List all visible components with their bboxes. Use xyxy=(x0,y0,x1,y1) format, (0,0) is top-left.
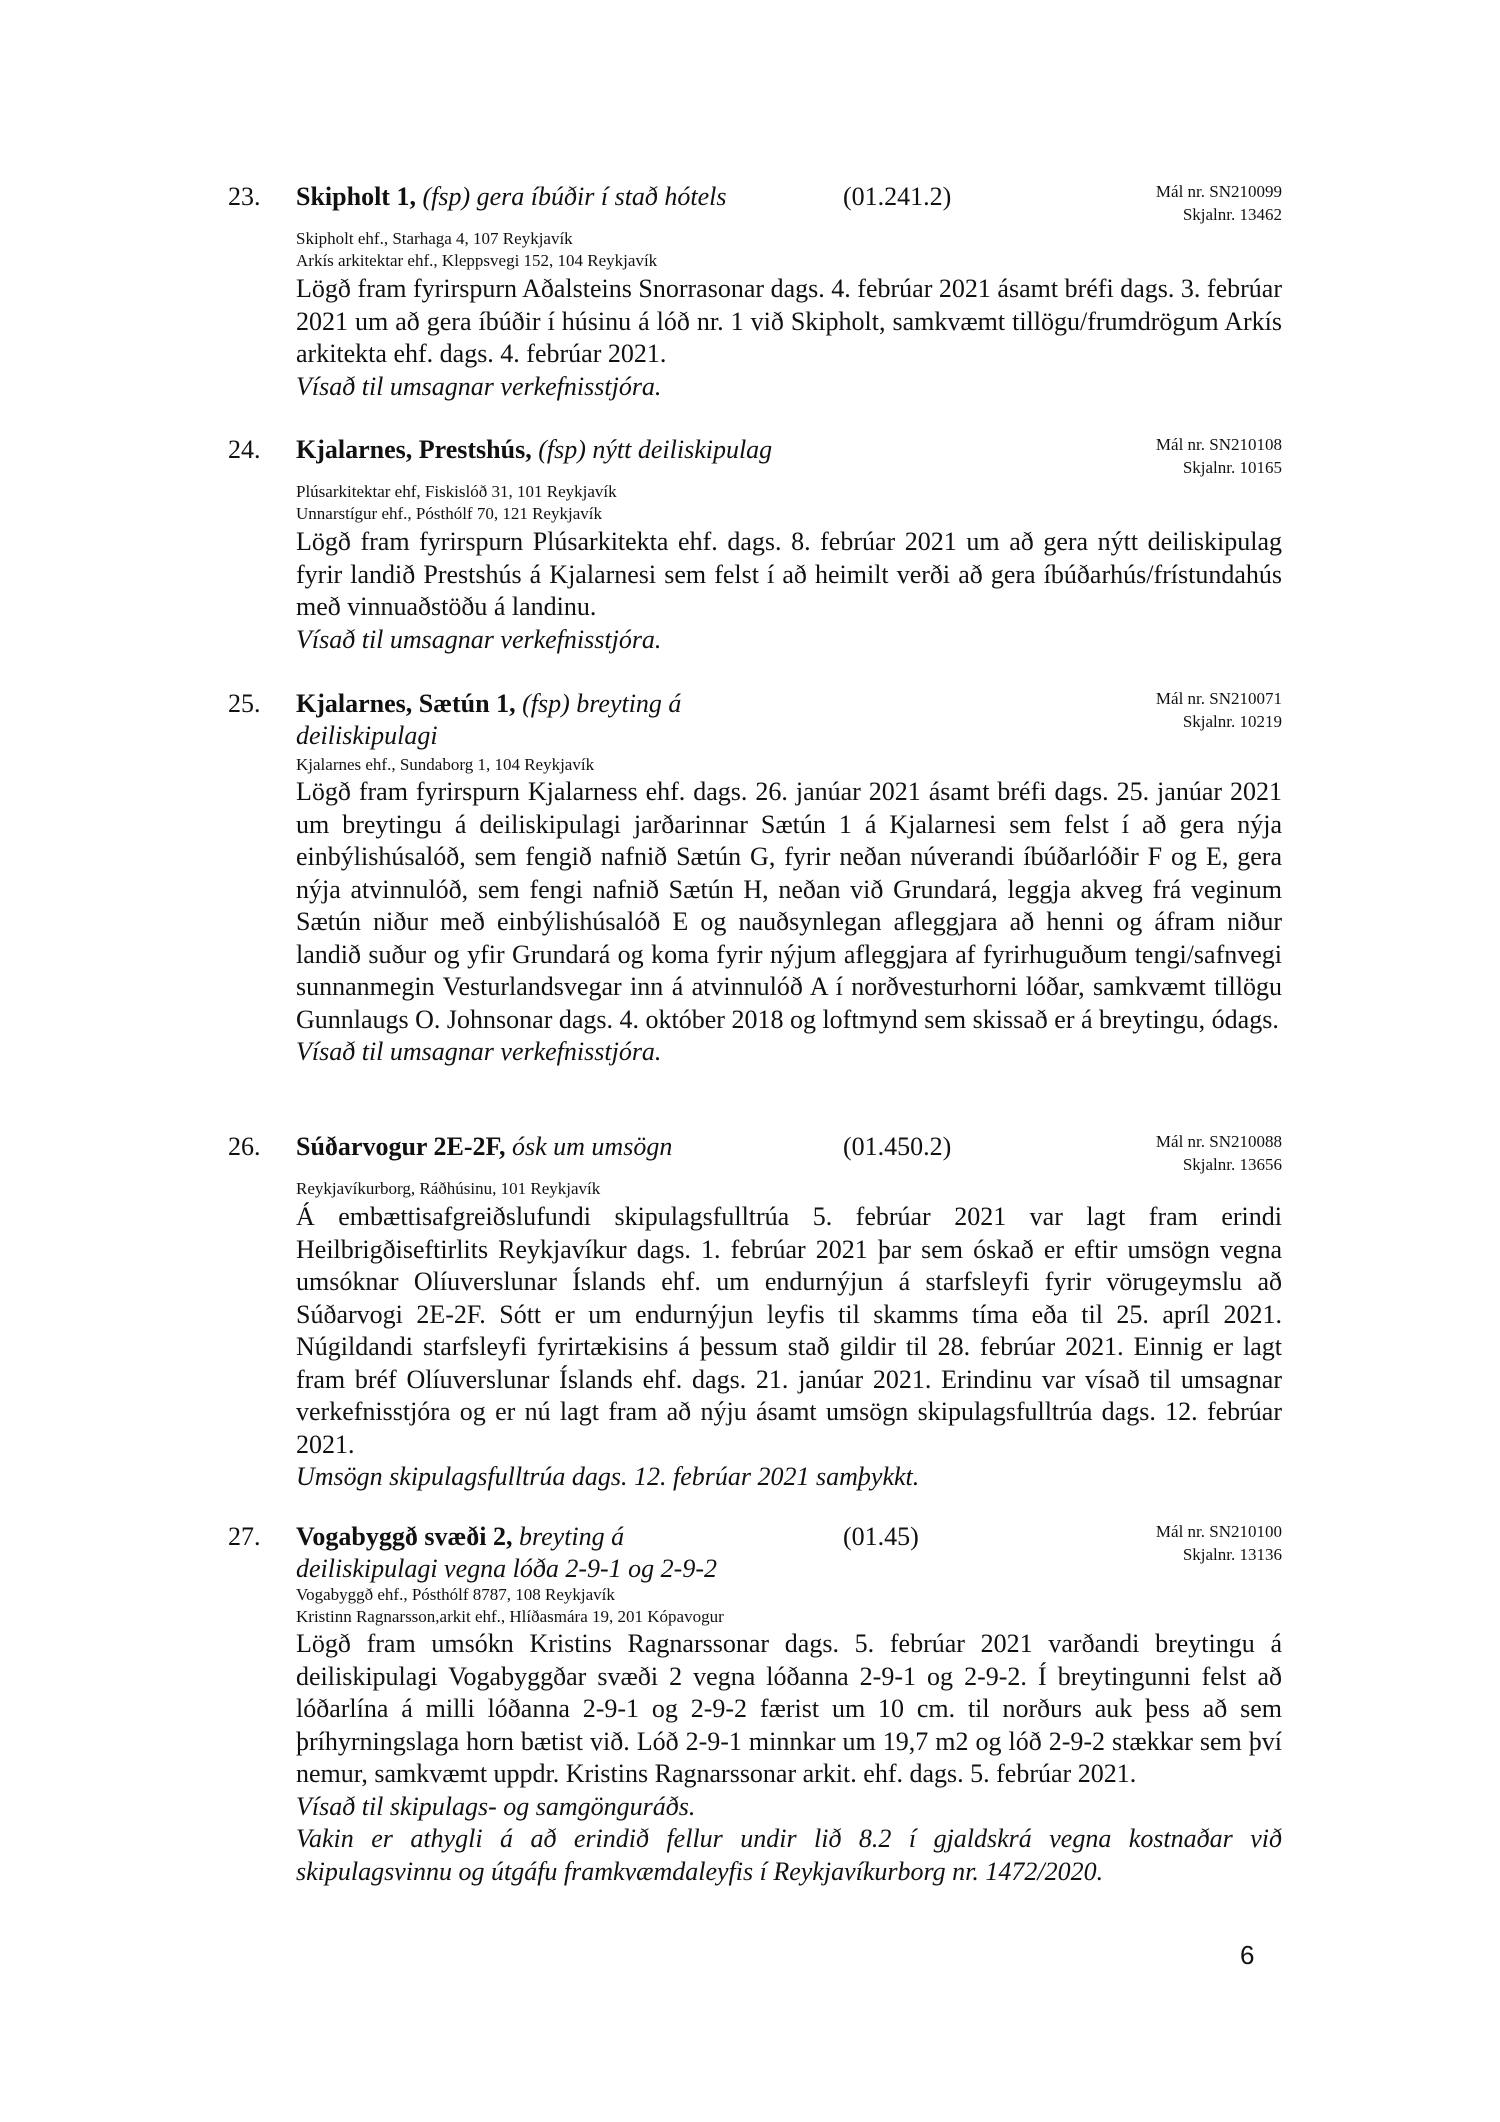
case-title-fsp: (fsp) xyxy=(422,182,471,211)
applicant: Kjalarnes ehf., Sundaborg 1, 104 Reykjavík xyxy=(296,755,595,774)
case-conclusion: Umsögn skipulagsfulltrúa dags. 12. febrúar 2021 samþykkt. xyxy=(296,1462,920,1491)
case-reference xyxy=(1156,180,1282,226)
case-reference xyxy=(1156,433,1282,479)
case-body xyxy=(296,776,1282,1069)
case-title-bold: Skipholt 1, xyxy=(296,182,416,211)
case-title xyxy=(296,180,727,214)
case-number: 24. xyxy=(228,435,261,464)
case-title xyxy=(296,1520,624,1554)
mal-nr: Mál nr. SN210088 xyxy=(1155,1132,1282,1151)
mal-nr: Mál nr. SN210099 xyxy=(1155,182,1282,201)
applicant: Skipholt ehf., Starhaga 4, 107 Reykjavík xyxy=(296,229,573,248)
case-description: Á embættisafgreiðslufundi skipulagsfulltrúa 5. febrúar 2021 var lagt fram erindi Heilbrigðiseftirlits Reykjavíkur dags. 1. febrúar 2021 þar sem óskað er eftir umsögn vegna umsóknar Olíuverslunar Íslands ehf. um endurnýjun á starfsleyfi fyrir vörugeymslu að Súðarvogi 2E-2F. Sótt er um endurnýjun leyfis til skamms tíma eða til 25. apríl 2021. Núgildandi starfsleyfi fyrirtækisins á þessum stað gildir til 28. febrúar 2021. Einnig er lagt fram bréf Olíuverslunar Íslands ehf. dags. 21. janúar 2021. Erindinu var vísað til umsagnar verkefnisstjóra og er nú lagt fram að nýju ásamt umsögn skipulagsfulltrúa dags. 12. febrúar 2021. xyxy=(296,1202,1282,1459)
skjalnr: Skjalnr. 13136 xyxy=(1182,1545,1282,1564)
case-title-continued: deiliskipulagi xyxy=(296,721,438,750)
case-title-fsp: (fsp) xyxy=(522,689,570,718)
applicants xyxy=(296,481,617,525)
case-conclusion: Vísað til skipulags- og samgönguráðs. xyxy=(296,1791,696,1821)
mal-nr: Mál nr. SN210071 xyxy=(1155,689,1282,708)
case-title xyxy=(296,1130,672,1164)
case-code: (01.450.2) xyxy=(843,1132,952,1161)
skjalnr: Skjalnr. 13656 xyxy=(1182,1155,1282,1174)
applicant: Unnarstígur ehf., Pósthólf 70, 121 Reykjavík xyxy=(296,504,602,523)
skjalnr: Skjalnr. 10219 xyxy=(1182,712,1282,731)
case-reference xyxy=(1156,687,1282,733)
case-number: 26. xyxy=(228,1132,261,1161)
case-description: Lögð fram fyrirspurn Aðalsteins Snorrasonar dags. 4. febrúar 2021 ásamt bréfi dags. 3. febrúar 2021 um að gera íbúðir í húsinu á lóð nr. 1 við Skipholt, samkvæmt tillögu/frumdrögum Arkís arkitekta ehf. dags. 4. febrúar 2021. xyxy=(296,274,1282,368)
case-title-continued: deiliskipulagi vegna lóða 2-9-1 og 2-9-2 xyxy=(296,1554,717,1583)
case-title xyxy=(296,687,681,721)
case-title-bold: Kjalarnes, Prestshús, xyxy=(296,435,532,464)
case-description: Lögð fram fyrirspurn Plúsarkitekta ehf. dags. 8. febrúar 2021 um að gera nýtt deiliskipulag fyrir landið Prestshús á Kjalarnesi sem felst í að heimilt verði að gera íbúðarhús/frístundahús með vinnuaðstöðu á landinu. xyxy=(296,527,1282,621)
case-title-fsp: (fsp) xyxy=(538,435,586,464)
case-title-italic: gera íbúðir í stað hótels xyxy=(476,182,727,211)
case-body xyxy=(296,273,1282,403)
case-number: 23. xyxy=(228,182,261,211)
case-description: Lögð fram umsókn Kristins Ragnarssonar dags. 5. febrúar 2021 varðandi breytingu á deiliskipulagi Vogabyggðar svæði 2 vegna lóðanna 2-9-1 og 2-9-2. Í breytingunni felst að lóðarlína á milli lóðanna 2-9-1 og 2-9-2 færist um 10 cm. til norðurs auk þess að sem þríhyrningslaga horn bætist við. Lóð 2-9-1 minnkar um 19,7 m2 og lóð 2-9-2 stækkar sem því nemur, samkvæmt uppdr. Kristins Ragnarssonar arkit. ehf. dags. 5. febrúar 2021. xyxy=(296,1629,1282,1788)
case-title-italic: breyting á xyxy=(518,1522,625,1551)
mal-nr: Mál nr. SN210108 xyxy=(1155,435,1282,454)
case-title-bold: Súðarvogur 2E-2F, xyxy=(296,1132,506,1161)
applicant: Reykjavíkurborg, Ráðhúsinu, 101 Reykjavík xyxy=(296,1179,601,1198)
page-number: 6 xyxy=(1240,1940,1255,1970)
case-description: Lögð fram fyrirspurn Kjalarness ehf. dags. 26. janúar 2021 ásamt bréfi dags. 25. janúar 2021 um breytingu á deiliskipulagi jarðarinnar Sætún 1 á Kjalarnesi sem felst í að gera nýja einbýlishúsalóð, sem fengið nafnið Sætún G, fyrir neðan núverandi íbúðarlóðir F og E, gera nýja atvinnulóð, sem fengi nafnið Sætún H, neðan við Grundará, leggja akveg frá veginum Sætún niður með einbýlishúsalóð E og nauðsynlegan afleggjara að henni og áfram niður landið suður og yfir Grundará og koma fyrir nýjum afleggjara af fyrirhuguðum tengi/safnvegi sunnanmegin Vesturlandsvegar inn á atvinnulóð A í norðvesturhorni lóðar, samkvæmt tillögu Gunnlaugs O. Johnsonar dags. 4. október 2018 og loftmynd sem skissað er á breytingu, ódags. xyxy=(296,777,1282,1034)
case-code: (01.45) xyxy=(843,1522,919,1551)
case-title-italic: ósk um umsögn xyxy=(512,1132,673,1161)
case-reference xyxy=(1156,1520,1282,1566)
case-reference xyxy=(1156,1130,1282,1176)
skjalnr: Skjalnr. 10165 xyxy=(1182,458,1282,477)
applicant: Plúsarkitektar ehf, Fiskislóð 31, 101 Reykjavík xyxy=(296,482,617,501)
applicant: Arkís arkitektar ehf., Kleppsvegi 152, 104 Reykjavík xyxy=(296,251,658,270)
case-code: (01.241.2) xyxy=(843,182,952,211)
case-title-bold: Vogabyggð svæði 2, xyxy=(296,1522,513,1551)
case-number: 25. xyxy=(228,689,261,718)
case-title-italic: breyting á xyxy=(576,689,682,718)
case-conclusion: Vísað til umsagnar verkefnisstjóra. xyxy=(296,1037,662,1066)
applicants xyxy=(296,1584,724,1628)
applicant: Vogabyggð ehf., Pósthólf 8787, 108 Reykjavík xyxy=(296,1585,615,1604)
case-number: 27. xyxy=(228,1522,261,1551)
applicants xyxy=(296,754,594,776)
case-body xyxy=(296,526,1282,656)
case-note: Vakin er athygli á að erindið fellur undir lið 8.2 í gjaldskrá vegna kostnaðar við skipulagsvinnu og útgáfu framkvæmdaleyfis í Reykjavíkurborg nr. 1472/2020. xyxy=(296,1824,1282,1886)
case-conclusion: Vísað til umsagnar verkefnisstjóra. xyxy=(296,371,662,401)
mal-nr: Mál nr. SN210100 xyxy=(1155,1522,1282,1541)
case-title xyxy=(296,433,772,467)
case-title-italic: nýtt deiliskipulag xyxy=(592,435,773,464)
case-conclusion: Vísað til umsagnar verkefnisstjóra. xyxy=(296,624,662,654)
case-title-bold: Kjalarnes, Sætún 1, xyxy=(296,689,516,718)
case-body xyxy=(296,1201,1282,1494)
applicants xyxy=(296,228,657,272)
skjalnr: Skjalnr. 13462 xyxy=(1182,205,1282,224)
applicant: Kristinn Ragnarsson,arkit ehf., Hlíðasmára 19, 201 Kópavogur xyxy=(296,1607,724,1626)
applicants xyxy=(296,1178,600,1200)
case-body xyxy=(296,1628,1282,1888)
